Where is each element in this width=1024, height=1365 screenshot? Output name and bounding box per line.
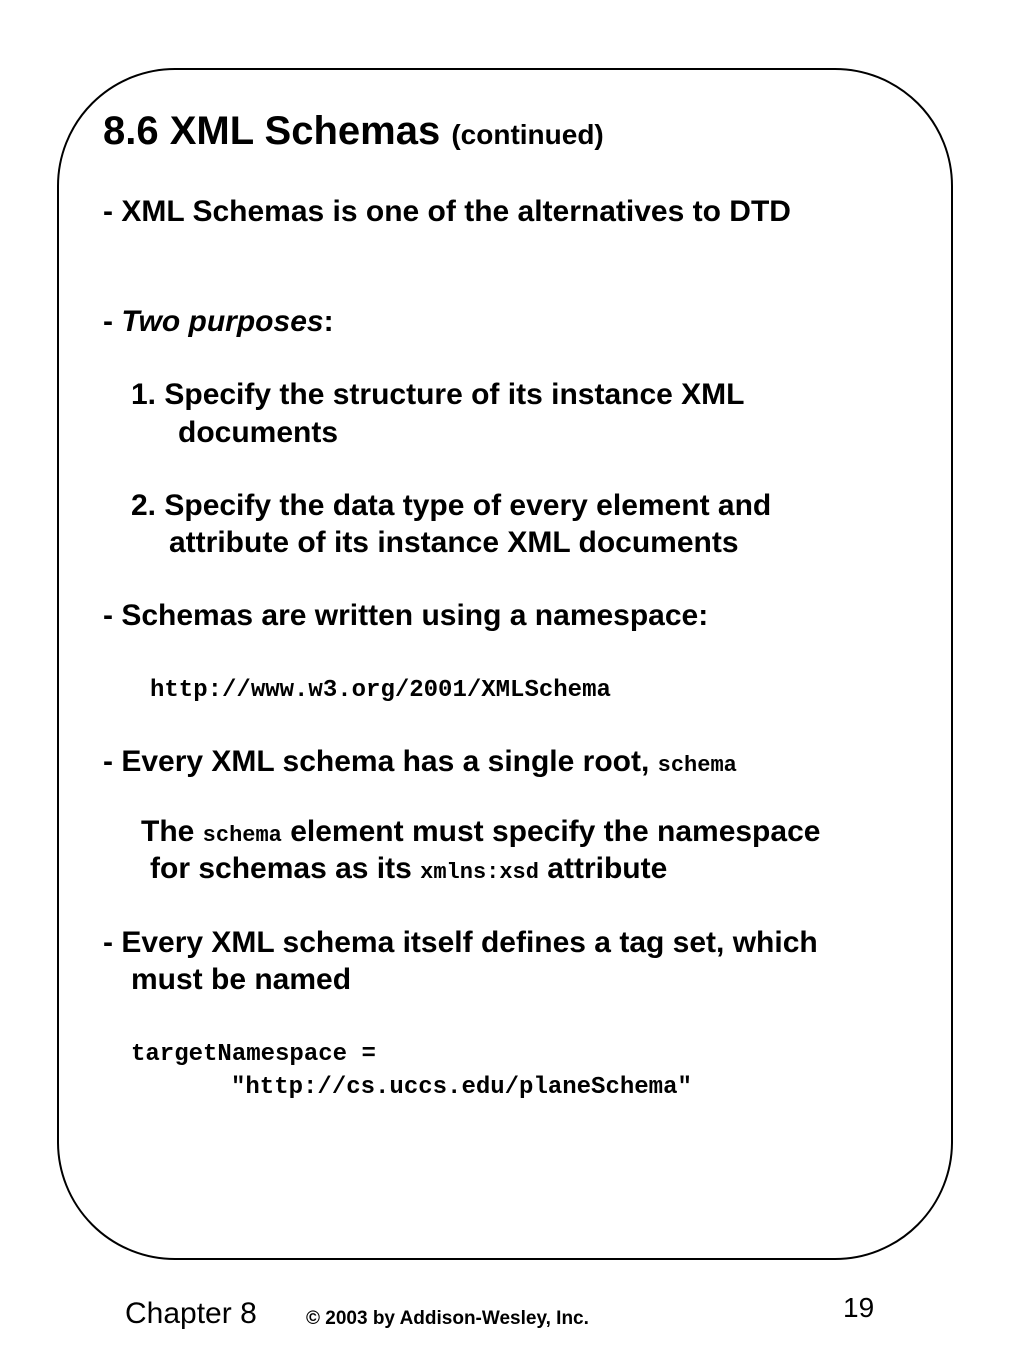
- slide-title: [103, 111, 604, 151]
- target-namespace-line2: "http://cs.uccs.edu/planeSchema": [231, 1074, 692, 1101]
- para2-post: attribute: [538, 852, 668, 885]
- para1-code: schema: [202, 823, 282, 848]
- target-namespace-line1: targetNamespace =: [131, 1041, 376, 1068]
- bullet-namespace: - Schemas are written using a namespace:: [103, 599, 709, 632]
- page-number: 19: [843, 1292, 875, 1323]
- schema-para-line2: [150, 854, 667, 884]
- item2-line1: 2. Specify the data type of every element and: [131, 489, 772, 522]
- footer-copyright: © 2003 by Addison-Wesley, Inc.: [306, 1308, 589, 1329]
- item2-line2: attribute of its instance XML documents: [169, 526, 739, 559]
- namespace-url: http://www.w3.org/2001/XMLSchema: [150, 677, 611, 704]
- para2-pre: for schemas as its: [150, 852, 421, 885]
- para1-post: element must specify the namespace: [281, 815, 821, 848]
- bullet-dash: -: [103, 305, 122, 338]
- colon: :: [323, 305, 334, 338]
- para2-code: xmlns:xsd: [420, 860, 539, 885]
- bullet-alternatives: - XML Schemas is one of the alternatives to DTD: [103, 195, 791, 228]
- bullet-purposes: [103, 307, 334, 337]
- bullet-tagset-line2: must be named: [131, 963, 352, 996]
- title-sub: (continued): [451, 119, 604, 150]
- item1-line2: documents: [178, 416, 339, 449]
- footer-chapter: Chapter 8: [125, 1297, 257, 1330]
- bullet-tagset-line1: - Every XML schema itself defines a tag set, which: [103, 926, 818, 959]
- title-main: 8.6 XML Schemas: [103, 109, 441, 153]
- purposes-italic: Two purposes: [121, 305, 324, 338]
- bullet-root: [103, 747, 737, 777]
- root-text: - Every XML schema has a single root,: [103, 745, 658, 778]
- item1-line1: 1. Specify the structure of its instance XML: [131, 378, 745, 411]
- schema-para-line1: [141, 817, 820, 847]
- para1-pre: The: [141, 815, 203, 848]
- root-code: schema: [657, 753, 737, 778]
